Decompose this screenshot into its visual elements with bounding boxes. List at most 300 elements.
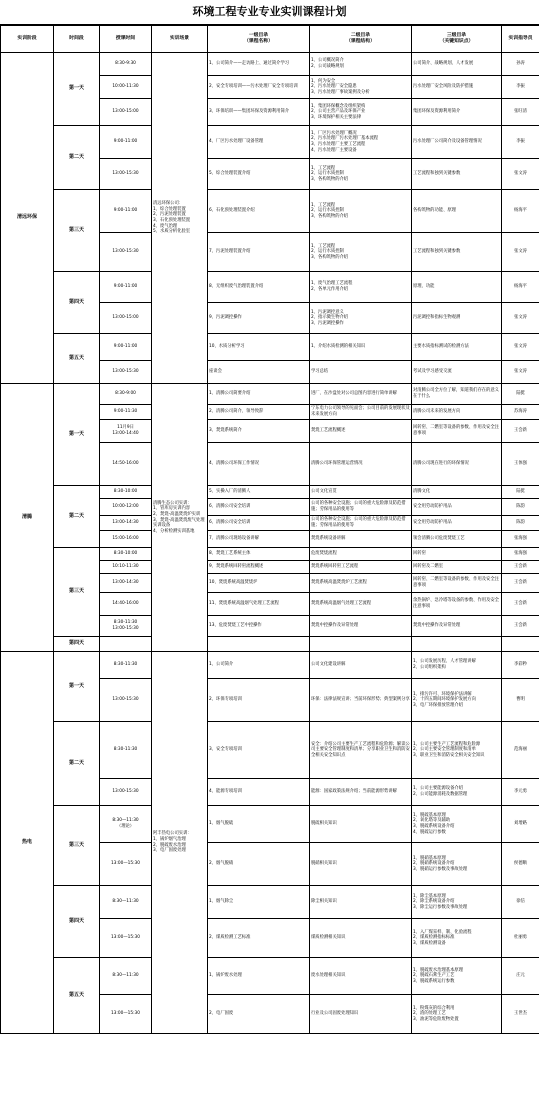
session-time bbox=[100, 361, 152, 384]
session-time-text: 10:00-11:30 bbox=[112, 84, 139, 90]
session-time bbox=[100, 886, 152, 919]
key-points-text: 污水处理厂公司简介及设备管理情况 bbox=[413, 139, 482, 145]
course-name bbox=[208, 886, 310, 919]
course-structure bbox=[310, 361, 412, 384]
course-structure bbox=[310, 384, 412, 405]
course-structure-text: 公司文化建设讲解 bbox=[311, 662, 346, 668]
course-name bbox=[208, 76, 310, 99]
instructor-text: 王会新 bbox=[514, 623, 527, 629]
course-structure-text: 1、废气治理工艺流程 2、各单元作用介绍 bbox=[311, 281, 353, 292]
instructor bbox=[502, 548, 539, 561]
course-name-text: 10、焚烧系统高温焚烧炉 bbox=[209, 580, 258, 586]
course-structure-text: 焚烧中控操作及异常处理 bbox=[311, 623, 359, 629]
session-time bbox=[100, 561, 152, 574]
course-structure bbox=[310, 652, 412, 679]
key-points bbox=[412, 652, 502, 679]
course-structure-text: 进厂、在沙盘处对公司总图内容进行简单讲解 bbox=[311, 391, 397, 397]
instructor bbox=[502, 995, 539, 1034]
course-name-text: 7、清腾公司现场设备讲解 bbox=[209, 536, 259, 542]
key-points bbox=[412, 76, 502, 99]
course-name-text: 座谈会 bbox=[209, 369, 222, 375]
instructor-text: 刘增路 bbox=[514, 821, 527, 827]
course-structure bbox=[310, 593, 412, 616]
course-structure-text: 公司的各种安全设施；公司的重大危险源及防范措施；劳保用品的使用等 bbox=[311, 517, 406, 528]
course-structure bbox=[310, 574, 412, 593]
course-name-text: 11、焚烧系统高温烟气处理工艺流程 bbox=[209, 601, 279, 607]
empty-cell bbox=[310, 637, 412, 652]
key-points-text: 安全用劳动防护用品 bbox=[413, 520, 452, 526]
session-time bbox=[100, 593, 152, 616]
training-scene bbox=[152, 652, 208, 1034]
session-time bbox=[100, 995, 152, 1034]
day-label-text: 第二天 bbox=[68, 153, 84, 160]
key-points-text: 集团环保及资源利用简介 bbox=[413, 109, 461, 115]
session-time bbox=[100, 384, 152, 405]
table-row bbox=[1, 53, 539, 76]
day-label bbox=[54, 126, 100, 190]
empty-cell bbox=[208, 637, 310, 652]
instructor-text: 王世杰 bbox=[514, 1011, 527, 1017]
course-name bbox=[208, 420, 310, 443]
session-time bbox=[100, 159, 152, 190]
course-name bbox=[208, 958, 310, 995]
session-time-text: 8:30—11:30 bbox=[112, 899, 139, 905]
session-time-text: 13:00-15:30 bbox=[112, 171, 139, 177]
session-time-text: 13:00—15:30 bbox=[110, 1011, 141, 1017]
instructor-text: 杨海平 bbox=[514, 208, 527, 214]
course-structure-text: 焚烧系统回转窑工艺流程 bbox=[311, 564, 359, 570]
day-label bbox=[54, 806, 100, 886]
course-structure-text: 焚烧系统高温焚烧炉工艺流程 bbox=[311, 580, 367, 586]
course-structure-text: 焚烧系统设备讲解 bbox=[311, 536, 346, 542]
course-structure bbox=[310, 806, 412, 843]
instructor-text: 徐信 bbox=[516, 899, 525, 905]
instructor bbox=[502, 420, 539, 443]
stage-name bbox=[1, 384, 54, 652]
course-structure bbox=[310, 443, 412, 486]
instructor bbox=[502, 531, 539, 548]
course-name-text: 13、危废焚烧工艺中控操作 bbox=[209, 623, 262, 629]
course-name-text: 1、锅炉废水处理 bbox=[209, 973, 242, 979]
course-name-text: 1、公司简介——走访路上、通过简介学习 bbox=[209, 61, 290, 67]
course-structure bbox=[310, 531, 412, 548]
course-structure-text: 危废焚烧流程 bbox=[311, 551, 337, 557]
course-name-text: 5、综合处理装置介绍 bbox=[209, 171, 251, 177]
key-points-text: 回转窑 bbox=[413, 551, 426, 557]
key-points bbox=[412, 593, 502, 616]
course-name-text: 2、安全专项培训——污水处理厂安全专项培训 bbox=[209, 84, 298, 90]
day-label bbox=[54, 384, 100, 486]
course-name bbox=[208, 272, 310, 303]
course-name bbox=[208, 574, 310, 593]
key-points bbox=[412, 126, 502, 159]
course-name-text: 1、公司简介 bbox=[209, 662, 234, 668]
key-points-text: 工艺流程和独到关键参数 bbox=[413, 171, 461, 177]
key-points bbox=[412, 886, 502, 919]
session-time bbox=[100, 919, 152, 958]
session-time bbox=[100, 722, 152, 779]
course-structure-text: 煤质检测相关知识 bbox=[311, 935, 346, 941]
instructor-text: 王会新 bbox=[514, 601, 527, 607]
day-label bbox=[54, 637, 100, 652]
session-time-text: 13:00-14:30 bbox=[112, 520, 139, 526]
key-points bbox=[412, 679, 502, 722]
instructor-text: 李彩秒 bbox=[514, 662, 527, 668]
course-name-text: 2、煤质检测工艺标准 bbox=[209, 935, 251, 941]
key-points bbox=[412, 722, 502, 779]
course-name bbox=[208, 679, 310, 722]
instructor-text: 曹明 bbox=[516, 697, 525, 703]
instructor-text: 王会新 bbox=[514, 428, 527, 434]
key-points bbox=[412, 405, 502, 420]
course-name-text: 2、电厂固废 bbox=[209, 1011, 234, 1017]
instructor bbox=[502, 99, 539, 126]
course-structure-text: 1、集团环保概念及组织架构 2、公司主营产品及环保产业 3、环境保护相关主要法律 bbox=[311, 103, 366, 120]
key-points bbox=[412, 384, 502, 405]
session-time bbox=[100, 126, 152, 159]
session-time-text: 10:10-11:30 bbox=[112, 564, 139, 570]
day-label bbox=[54, 53, 100, 126]
key-points-text: 1、公司主要生产工艺流程和危险源 2、公司主要安全管理制度和清单 3、职业卫生和消防安全相关安全知识 bbox=[413, 741, 485, 758]
instructor-text: 苏海涛 bbox=[514, 409, 527, 415]
header-scene: 实训场景 bbox=[152, 26, 208, 53]
day-label-text: 第一天 bbox=[68, 682, 84, 689]
key-points bbox=[412, 272, 502, 303]
session-time-text: 11月9日 13:00-14:40 bbox=[112, 425, 139, 436]
course-name bbox=[208, 126, 310, 159]
course-name-text: 6、清腾公司安全培训 bbox=[209, 504, 251, 510]
session-time-text: 8:30-11:30 bbox=[113, 662, 138, 668]
instructor-text: 陈韵 bbox=[516, 504, 525, 510]
course-name bbox=[208, 995, 310, 1034]
session-time bbox=[100, 616, 152, 637]
key-points-text: 1、脱硝基本原理 2、脱硝系统设备介绍 3、脱硝运行参数及事故处理 bbox=[413, 855, 468, 872]
course-structure bbox=[310, 190, 412, 233]
session-time-text: 8:30-10:00 bbox=[113, 489, 138, 495]
header-stage: 实训阶段 bbox=[1, 26, 54, 53]
session-time-text: 13:00-15:30 bbox=[112, 369, 139, 375]
course-name bbox=[208, 806, 310, 843]
course-structure-text: 能源：国家政策法规介绍；当前能源形势讲解 bbox=[311, 789, 397, 795]
table-row bbox=[1, 722, 539, 779]
day-label-text: 第三天 bbox=[68, 841, 84, 848]
session-time-text: 9:00-11:00 bbox=[113, 208, 138, 214]
key-points bbox=[412, 806, 502, 843]
key-points-text: 1、入厂煤采样、制、化验流程 2、煤质检测指标标准 3、煤质检测设备 bbox=[413, 929, 472, 946]
table-header-row bbox=[1, 26, 539, 53]
course-structure-text: 焚烧工艺流程概述 bbox=[311, 428, 346, 434]
instructor-text: 王会新 bbox=[514, 564, 527, 570]
course-structure-text: 脱硫相关知识 bbox=[311, 821, 337, 827]
instructor-text: 张文涛 bbox=[514, 171, 527, 177]
key-points-text: 各构筑物的功能、原理 bbox=[413, 208, 456, 214]
course-structure bbox=[310, 272, 412, 303]
session-time-text: 9:00-11:30 bbox=[113, 409, 138, 415]
day-label-text: 第四天 bbox=[68, 640, 84, 647]
instructor bbox=[502, 806, 539, 843]
empty-cell bbox=[502, 637, 539, 652]
table-row bbox=[1, 272, 539, 303]
course-name bbox=[208, 652, 310, 679]
session-time bbox=[100, 843, 152, 886]
course-name-text: 7、污泥处理装置介绍 bbox=[209, 249, 251, 255]
key-points-text: 1、脱硫基本原理 2、氧化塔等及辅助 3、脱硫系统设备介绍 4、脱硫运行参数 bbox=[413, 812, 455, 835]
day-label-text: 第四天 bbox=[68, 298, 84, 305]
course-name bbox=[208, 516, 310, 531]
instructor-text: 张海强 bbox=[514, 551, 527, 557]
instructor bbox=[502, 76, 539, 99]
instructor-text: 孙涛 bbox=[516, 61, 525, 67]
course-structure-text: 1、何为安全 2、污水处理厂安全隐患 3、污水处理厂事故案例及分析 bbox=[311, 78, 370, 95]
key-points-text: 1、公司发展历程、人才管理讲解 2、公司组织架构 bbox=[413, 659, 476, 670]
course-name-text: 2、烟气脱硝 bbox=[209, 861, 234, 867]
empty-cell bbox=[100, 637, 152, 652]
course-name-text: 3、安全专项培训 bbox=[209, 747, 242, 753]
key-points-text: 清腾公司现在进行的环保情况 bbox=[413, 461, 469, 467]
table-body bbox=[1, 53, 539, 1034]
key-points-text: 对清腾公司全方位了解，知道我们存在的意义在于什么 bbox=[413, 388, 499, 399]
course-name-text: 9、焚烧系统回转窑流程概述 bbox=[209, 564, 264, 570]
day-label-text: 第三天 bbox=[68, 588, 84, 595]
instructor bbox=[502, 486, 539, 499]
session-time bbox=[100, 806, 152, 843]
course-name bbox=[208, 99, 310, 126]
instructor-text: 陆挺 bbox=[516, 489, 525, 495]
header-keypoints: 三级目录 （关键知识点） bbox=[412, 26, 502, 53]
course-structure bbox=[310, 53, 412, 76]
table-row bbox=[1, 190, 539, 233]
session-time-text: 13:00-15:30 bbox=[112, 249, 139, 255]
course-structure-text: 除尘相关知识 bbox=[311, 899, 337, 905]
course-structure bbox=[310, 126, 412, 159]
session-time-text: 15:00-16:00 bbox=[112, 536, 139, 542]
key-points-text: 回转窑、二燃室等设备的参数、作用及安全注意事项 bbox=[413, 577, 499, 588]
page-title: 环境工程专业专业实训课程计划 bbox=[0, 0, 539, 25]
key-points bbox=[412, 574, 502, 593]
instructor-text: 李振 bbox=[516, 84, 525, 90]
course-name bbox=[208, 233, 310, 272]
instructor-text: 张文涛 bbox=[514, 369, 527, 375]
table-row bbox=[1, 652, 539, 679]
key-points-text: 余热锅炉、急冷塔等设备的参数、作用及安全注意事项 bbox=[413, 598, 499, 609]
key-points bbox=[412, 561, 502, 574]
header-teacher: 实训指导员 bbox=[502, 26, 539, 53]
key-points bbox=[412, 486, 502, 499]
course-structure-text: 清腾公司环保管理运营情况 bbox=[311, 461, 363, 467]
session-time bbox=[100, 531, 152, 548]
course-name-text: 4、清腾公司环保工作情况 bbox=[209, 461, 259, 467]
day-label bbox=[54, 272, 100, 334]
table-row bbox=[1, 486, 539, 499]
key-points-text: 工艺流程和独到关键参数 bbox=[413, 249, 461, 255]
header-time: 授课时间 bbox=[100, 26, 152, 53]
key-points bbox=[412, 995, 502, 1034]
session-time-text: 9:00-11:00 bbox=[113, 284, 138, 290]
key-points-text: 焚烧中控操作及异常处理 bbox=[413, 623, 461, 629]
course-name-text: 1、烟气除尘 bbox=[209, 899, 234, 905]
course-structure bbox=[310, 919, 412, 958]
training-plan-table bbox=[0, 25, 539, 1034]
key-points bbox=[412, 420, 502, 443]
session-time-text: 14:50-16:00 bbox=[112, 461, 139, 467]
session-time-text: 14:40-16:00 bbox=[112, 601, 139, 607]
instructor bbox=[502, 384, 539, 405]
session-time-text: 8:30-11:30 bbox=[113, 747, 138, 753]
key-points-text: 1、除尘基本原理 2、除尘系统设备介绍 3、除尘运行参数及事故处理 bbox=[413, 893, 468, 910]
key-points bbox=[412, 334, 502, 361]
session-time bbox=[100, 303, 152, 334]
session-time bbox=[100, 486, 152, 499]
table-row bbox=[1, 384, 539, 405]
key-points-text: 清腾文化 bbox=[413, 489, 431, 495]
course-structure bbox=[310, 334, 412, 361]
instructor-text: 李元勇 bbox=[514, 789, 527, 795]
instructor bbox=[502, 679, 539, 722]
course-name-text: 8、焚烧工艺系统主体 bbox=[209, 551, 251, 557]
course-structure-text: 1、介绍水质检测的相关知识 bbox=[311, 344, 366, 350]
session-time bbox=[100, 420, 152, 443]
course-name bbox=[208, 486, 310, 499]
course-name-text: 4、能源专项培训 bbox=[209, 789, 242, 795]
header-day: 时间段 bbox=[54, 26, 100, 53]
instructor bbox=[502, 405, 539, 420]
key-points bbox=[412, 499, 502, 516]
instructor-text: 王体强 bbox=[514, 461, 527, 467]
course-structure bbox=[310, 233, 412, 272]
table-row bbox=[1, 126, 539, 159]
session-time-text: 13:00-15:30 bbox=[112, 789, 139, 795]
day-label bbox=[54, 190, 100, 272]
stage-name bbox=[1, 652, 54, 1034]
course-structure bbox=[310, 486, 412, 499]
session-time-text: 13:00-14:30 bbox=[112, 580, 139, 586]
course-structure bbox=[310, 420, 412, 443]
course-name-text: 4、厂区污水处理厂设备管理 bbox=[209, 139, 264, 145]
session-time-text: 13:00-15:00 bbox=[112, 315, 139, 321]
key-points-text: 污泥调控和指标生物观测 bbox=[413, 315, 461, 321]
instructor bbox=[502, 919, 539, 958]
session-time-text: 13:00-15:30 bbox=[112, 697, 139, 703]
key-points-text: 回转窑及二燃室 bbox=[413, 564, 444, 570]
instructor bbox=[502, 361, 539, 384]
key-points bbox=[412, 531, 502, 548]
course-structure-text: 脱硝相关知识 bbox=[311, 861, 337, 867]
stage-name bbox=[1, 53, 54, 384]
course-name-text: 8、无组织废气治理装置介绍 bbox=[209, 284, 264, 290]
course-structure-text: 焚烧系统高温烟气处理工艺流程 bbox=[311, 601, 372, 607]
instructor-text: 张文涛 bbox=[514, 315, 527, 321]
table-row bbox=[1, 886, 539, 919]
key-points-text: 安全用劳动防护用品 bbox=[413, 504, 452, 510]
instructor-text: 侯德顺 bbox=[514, 861, 527, 867]
course-name bbox=[208, 405, 310, 420]
key-points bbox=[412, 616, 502, 637]
course-name bbox=[208, 722, 310, 779]
key-points bbox=[412, 779, 502, 806]
course-structure-text: 1、污泥调控意义 2、指示微生物介绍 3、污泥调控操作 bbox=[311, 309, 349, 326]
course-name-text: 3、环保培训——集团环保及资源利用简介 bbox=[209, 109, 290, 115]
course-name bbox=[208, 919, 310, 958]
instructor bbox=[502, 886, 539, 919]
instructor-text: 杨海平 bbox=[514, 284, 527, 290]
key-points-text: 1、粉煤灰的综合利用 2、渣的处理工艺 3、油泥等危险废物处置 bbox=[413, 1005, 459, 1022]
header-course: 一级目录 （课程名称） bbox=[208, 26, 310, 53]
key-points bbox=[412, 159, 502, 190]
day-label bbox=[54, 652, 100, 722]
table-row bbox=[1, 637, 539, 652]
session-time bbox=[100, 190, 152, 233]
session-time bbox=[100, 652, 152, 679]
session-time-text: 8:30-10:00 bbox=[113, 551, 138, 557]
course-structure bbox=[310, 499, 412, 516]
course-name bbox=[208, 499, 310, 516]
key-points bbox=[412, 361, 502, 384]
instructor bbox=[502, 303, 539, 334]
course-structure bbox=[310, 843, 412, 886]
course-structure bbox=[310, 722, 412, 779]
key-points bbox=[412, 53, 502, 76]
key-points bbox=[412, 516, 502, 531]
session-time bbox=[100, 958, 152, 995]
day-label-text: 第四天 bbox=[68, 917, 84, 924]
instructor bbox=[502, 561, 539, 574]
session-time bbox=[100, 516, 152, 531]
course-structure-text: 1、工艺流程 2、运行水质控制 3、各构筑物的介绍 bbox=[311, 202, 349, 219]
session-time bbox=[100, 679, 152, 722]
course-name-text: 5、实操入厂的清腾人 bbox=[209, 489, 251, 495]
course-structure bbox=[310, 548, 412, 561]
training-scene-text: 阿丰热电公司实训： 1、锅炉烟气治理 2、脱硫废水治理 3、电厂固废处理 bbox=[153, 831, 192, 854]
course-name bbox=[208, 384, 310, 405]
course-structure bbox=[310, 561, 412, 574]
course-structure-text: 1、公司概况简介 2、公司战略规划 bbox=[311, 58, 344, 69]
instructor-text: 张文涛 bbox=[514, 249, 527, 255]
course-name-text: 6、清腾公司安全培训 bbox=[209, 520, 251, 526]
key-points bbox=[412, 99, 502, 126]
course-structure-text: 环保：法律法规宣讲；当前环保形势；典型案例分享 bbox=[311, 697, 410, 703]
course-structure-text: 行业及公司固废处理知识 bbox=[311, 1011, 359, 1017]
instructor bbox=[502, 516, 539, 531]
course-structure-text: 公司文化宣贯 bbox=[311, 489, 337, 495]
course-structure bbox=[310, 886, 412, 919]
session-time-text: 8:30—11:30 （理论） bbox=[112, 818, 139, 829]
course-structure bbox=[310, 159, 412, 190]
course-name bbox=[208, 334, 310, 361]
course-structure bbox=[310, 779, 412, 806]
stage-name-text: 热电 bbox=[21, 838, 32, 845]
session-time bbox=[100, 548, 152, 561]
course-structure-text: 废水处理相关知识 bbox=[311, 973, 346, 979]
course-structure bbox=[310, 516, 412, 531]
session-time bbox=[100, 99, 152, 126]
session-time bbox=[100, 334, 152, 361]
session-time bbox=[100, 779, 152, 806]
instructor bbox=[502, 499, 539, 516]
course-name bbox=[208, 443, 310, 486]
instructor-text: 王会新 bbox=[514, 580, 527, 586]
instructor-text: 张文涛 bbox=[514, 344, 527, 350]
training-scene bbox=[152, 384, 208, 652]
key-points-text: 清腾公司未来的发展方向 bbox=[413, 409, 461, 415]
session-time-text: 13:00-15:00 bbox=[112, 109, 139, 115]
empty-cell bbox=[412, 637, 502, 652]
session-time bbox=[100, 233, 152, 272]
session-time bbox=[100, 443, 152, 486]
course-structure bbox=[310, 995, 412, 1034]
instructor bbox=[502, 443, 539, 486]
key-points bbox=[412, 958, 502, 995]
course-structure bbox=[310, 99, 412, 126]
